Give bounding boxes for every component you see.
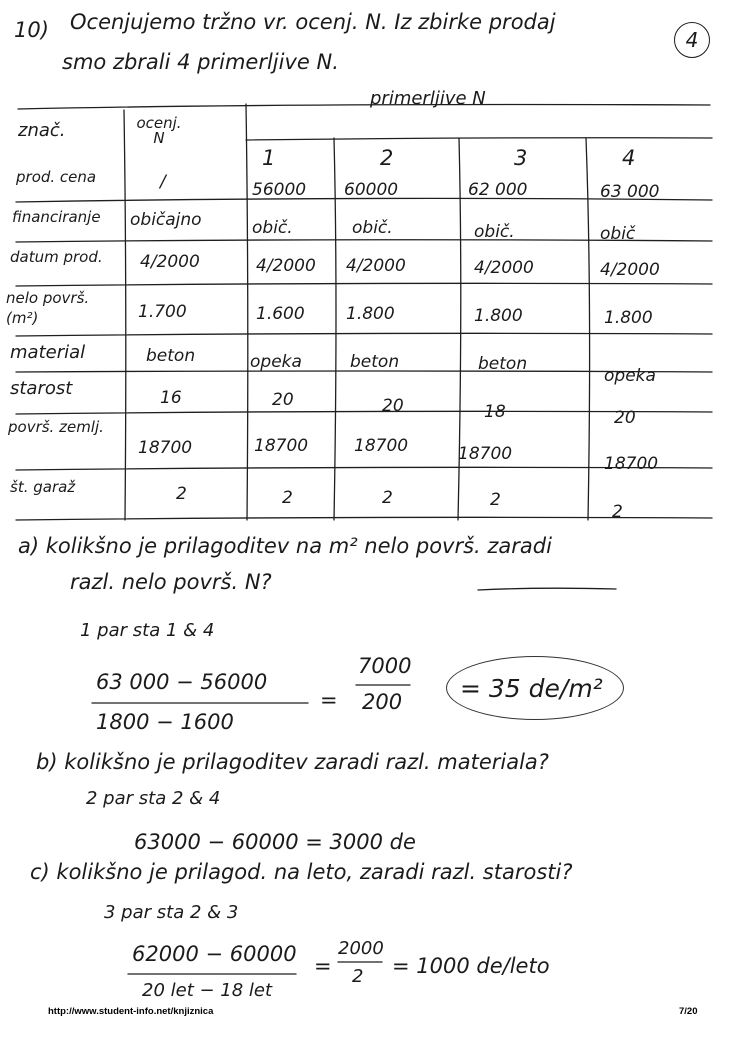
part-b-equation: 63000 − 60000 = 3000 de (134, 830, 416, 854)
header-label: znač. (18, 120, 66, 141)
part-a-pair: 1 par sta 1 & 4 (80, 620, 215, 641)
footer-page-number: 7/20 (679, 1006, 698, 1017)
cell-area-3: 1.800 (474, 306, 523, 326)
cell-land-2: 18700 (354, 436, 409, 456)
cell-financing-2: obič. (352, 218, 393, 238)
part-a-result: = 35 de/m² (460, 674, 603, 703)
cell-area-4: 1.800 (604, 308, 653, 328)
subject-age: 16 (160, 388, 182, 408)
column-header-2: 2 (380, 146, 394, 170)
column-header-3: 3 (514, 146, 528, 170)
cell-financing-3: obič. (474, 222, 515, 242)
cell-material-3: beton (478, 354, 528, 374)
task-number: 10) (14, 18, 49, 42)
part-c-question: c) kolikšno je prilagod. na leto, zaradi razl. starosti? (30, 860, 573, 884)
subject-garages: 2 (176, 484, 187, 504)
cell-garages-1: 2 (282, 488, 293, 508)
part-b-pair: 2 par sta 2 & 4 (86, 788, 221, 809)
part-c-den2: 2 (352, 966, 364, 987)
part-a-question-line-1: a) kolikšno je prilagoditev na m² nelo površ. zaradi (18, 534, 552, 558)
part-a-numerator: 63 000 − 56000 (96, 670, 268, 694)
cell-area-1: 1.600 (256, 304, 305, 324)
subject-land: 18700 (138, 438, 193, 458)
subject-area: 1.700 (138, 302, 187, 322)
cell-land-4: 18700 (604, 454, 659, 474)
part-c-equals: = (314, 954, 332, 978)
subject-financing: običajno (130, 210, 202, 230)
cell-land-1: 18700 (254, 436, 309, 456)
row-label-financing: financiranje (12, 208, 101, 226)
comparables-title: primerljive N (370, 88, 486, 109)
part-a-question-line-2: razl. nelo površ. N? (70, 570, 272, 594)
cell-age-2: 20 (382, 396, 404, 416)
part-a-equals: = (320, 688, 338, 712)
row-label-land: površ. zemlj. (8, 418, 104, 436)
header-subject: ocenj. N (136, 114, 182, 147)
row-label-garages: št. garaž (10, 478, 76, 496)
cell-area-2: 1.800 (346, 304, 395, 324)
column-header-1: 1 (262, 146, 276, 170)
cell-land-3: 18700 (458, 444, 513, 464)
row-label-age: starost (10, 378, 73, 399)
column-header-4: 4 (622, 146, 636, 170)
cell-date-4: 4/2000 (600, 260, 660, 280)
task-line-2: smo zbrali 4 primerljive N. (62, 50, 339, 74)
page-marker: 4 (685, 28, 699, 52)
cell-price-3: 62 000 (468, 180, 528, 200)
subject-date: 4/2000 (140, 252, 200, 272)
cell-age-4: 20 (614, 408, 636, 428)
cell-price-4: 63 000 (600, 182, 660, 202)
footer-url[interactable]: http://www.student-info.net/knjiznica (48, 1006, 214, 1017)
cell-financing-4: obič (600, 224, 636, 244)
cell-price-1: 56000 (252, 180, 307, 200)
page-marker-circle (674, 22, 710, 58)
cell-date-2: 4/2000 (346, 256, 406, 276)
task-line-1: Ocenjujemo tržno vr. ocenj. N. Iz zbirke prodaj (70, 10, 556, 34)
row-label-price: prod. cena (16, 168, 97, 186)
row-label-area: nelo površ. (m²) (6, 289, 90, 328)
cell-date-1: 4/2000 (256, 256, 316, 276)
part-c-numerator: 62000 − 60000 (132, 942, 297, 966)
cell-age-3: 18 (484, 402, 506, 422)
cell-material-4: opeka (604, 366, 656, 386)
part-c-denominator: 20 let − 18 let (142, 980, 273, 1001)
cell-garages-4: 2 (612, 502, 623, 522)
cell-garages-3: 2 (490, 490, 501, 510)
cell-date-3: 4/2000 (474, 258, 534, 278)
cell-material-1: opeka (250, 352, 302, 372)
row-label-date: datum prod. (10, 248, 103, 266)
part-a-num2: 7000 (358, 654, 412, 678)
subject-material: beton (146, 346, 196, 366)
cell-age-1: 20 (272, 390, 294, 410)
cell-garages-2: 2 (382, 488, 393, 508)
subject-price: / (160, 172, 166, 192)
cell-price-2: 60000 (344, 180, 399, 200)
cell-material-2: beton (350, 352, 400, 372)
part-b-question: b) kolikšno je prilagoditev zaradi razl. materiala? (36, 750, 549, 774)
part-c-result: = 1000 de/leto (392, 954, 550, 978)
part-c-num2: 2000 (338, 938, 384, 959)
part-a-denominator: 1800 − 1600 (96, 710, 234, 734)
part-c-pair: 3 par sta 2 & 3 (104, 902, 239, 923)
cell-financing-1: obič. (252, 218, 293, 238)
row-label-material: material (10, 342, 86, 363)
part-a-den2: 200 (362, 690, 403, 714)
